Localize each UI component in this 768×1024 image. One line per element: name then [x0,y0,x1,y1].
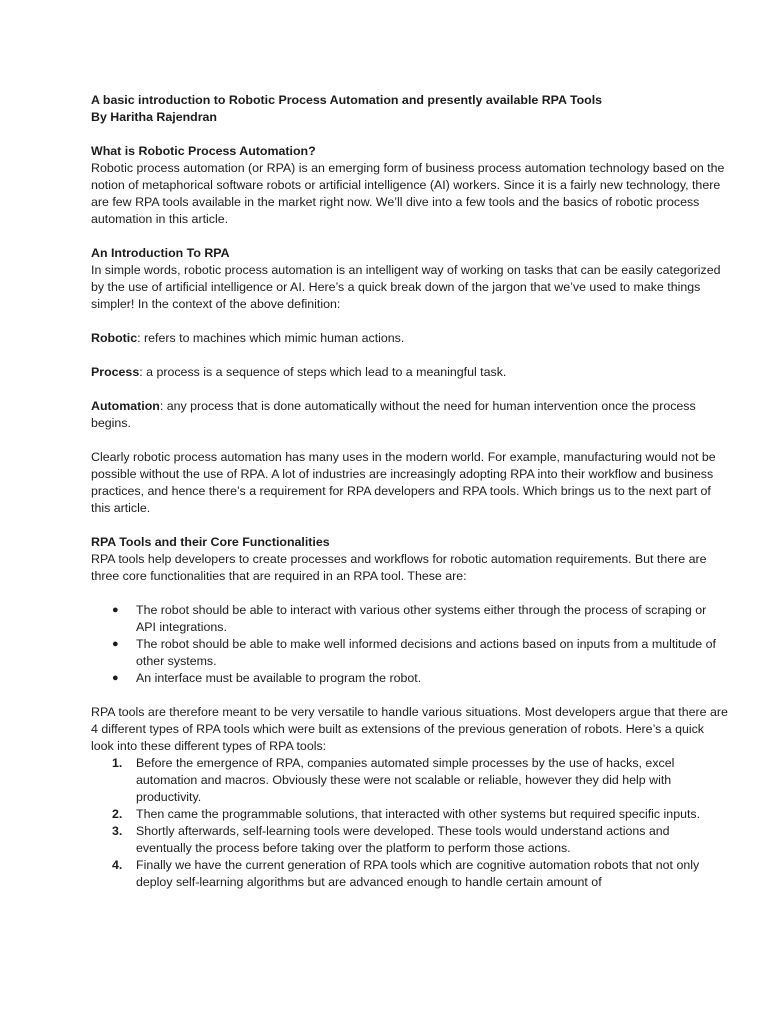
definition-process [91,364,728,381]
definition-term: Process [91,365,140,379]
section-heading-what-is-rpa: What is Robotic Process Automation? [91,144,316,158]
definition-text: : any process that is done automatically without the need for human intervention once the process begins. [91,399,696,430]
list-item [91,670,728,687]
list-item-text: An interface must be available to program the robot. [136,671,422,685]
section-heading-intro-rpa: An Introduction To RPA [91,246,230,260]
definition-term: Robotic [91,331,138,345]
list-item-text: The robot should be able to interact with various other systems either through the process of scraping or API integrations. [136,603,707,634]
bullet-icon: ● [112,638,119,650]
list-number: 4. [112,858,123,872]
list-item [91,806,728,823]
definition-robotic [91,330,728,347]
document-title: A basic introduction to Robotic Process Automation and presently available RPA Tools [91,93,603,107]
section-body-intro-rpa: In simple words, robotic process automation is an intelligent way of working on tasks that can be easily categorized by the use of artificial intelligence or AI. Here’s a quick break down of the jargon that we’ve used to make things simpler! In the context of the above definition: [91,263,721,311]
list-item [91,755,728,806]
list-number: 3. [112,824,123,838]
core-functionalities-list [91,602,728,687]
list-item-text: Before the emergence of RPA, companies automated simple processes by the use of hacks, excel automation and macros. Obviously these were not scalable or reliable, however they did help with productivity. [136,756,675,804]
list-item [91,823,728,857]
paragraph-rpa-uses: Clearly robotic process automation has many uses in the modern world. For example, manufacturing would not be possible without the use of RPA. A lot of industries are increasingly adopting RPA into their workflow and business practices, and hence there’s a requirement for RPA developers and RPA tools. Which brings us to the next part of this article. [91,450,716,515]
definition-text: : a process is a sequence of steps which lead to a meaningful task. [139,365,507,379]
list-item-text: Shortly afterwards, self-learning tools were developed. These tools would understand actions and eventually the process before taking over the platform to perform those actions. [136,824,670,855]
bullet-icon: ● [112,604,119,616]
rpa-types-list [91,755,728,891]
list-item-text: The robot should be able to make well informed decisions and actions based on inputs from a multitude of other systems. [136,637,716,668]
section-body-rpa-tools: RPA tools help developers to create processes and workflows for robotic automation requirements. But there are three core functionalities that are required in an RPA tool. These are: [91,552,707,583]
list-item-text: Finally we have the current generation of RPA tools which are cognitive automation robots that not only deploy self-learning algorithms but are advanced enough to handle certain amount of [136,858,700,889]
list-number: 2. [112,807,123,821]
document-author: By Haritha Rajendran [91,110,218,124]
list-number: 1. [112,756,123,770]
definition-text: : refers to machines which mimic human actions. [137,331,405,345]
definition-term: Automation [91,399,160,413]
paragraph-rpa-types: RPA tools are therefore meant to be very versatile to handle various situations. Most developers argue that there are 4 different types of RPA tools which were built as extensions of the previous generation of robots. Here’s a quick look into these different types of RPA tools: [91,705,728,753]
definition-automation [91,398,728,432]
list-item [91,636,728,670]
bullet-icon: ● [112,672,119,684]
section-heading-rpa-tools: RPA Tools and their Core Functionalities [91,535,330,549]
list-item-text: Then came the programmable solutions, that interacted with other systems but required specific inputs. [136,807,701,821]
list-item [91,602,728,636]
section-body-what-is-rpa: Robotic process automation (or RPA) is an emerging form of business process automation technology based on the notion of metaphorical software robots or artificial intelligence (AI) workers. Since it is a fairly new technology, there are few RPA tools available in the market right now. We’ll dive into a few tools and the basics of robotic process automation in this article. [91,161,725,226]
list-item [91,857,728,891]
